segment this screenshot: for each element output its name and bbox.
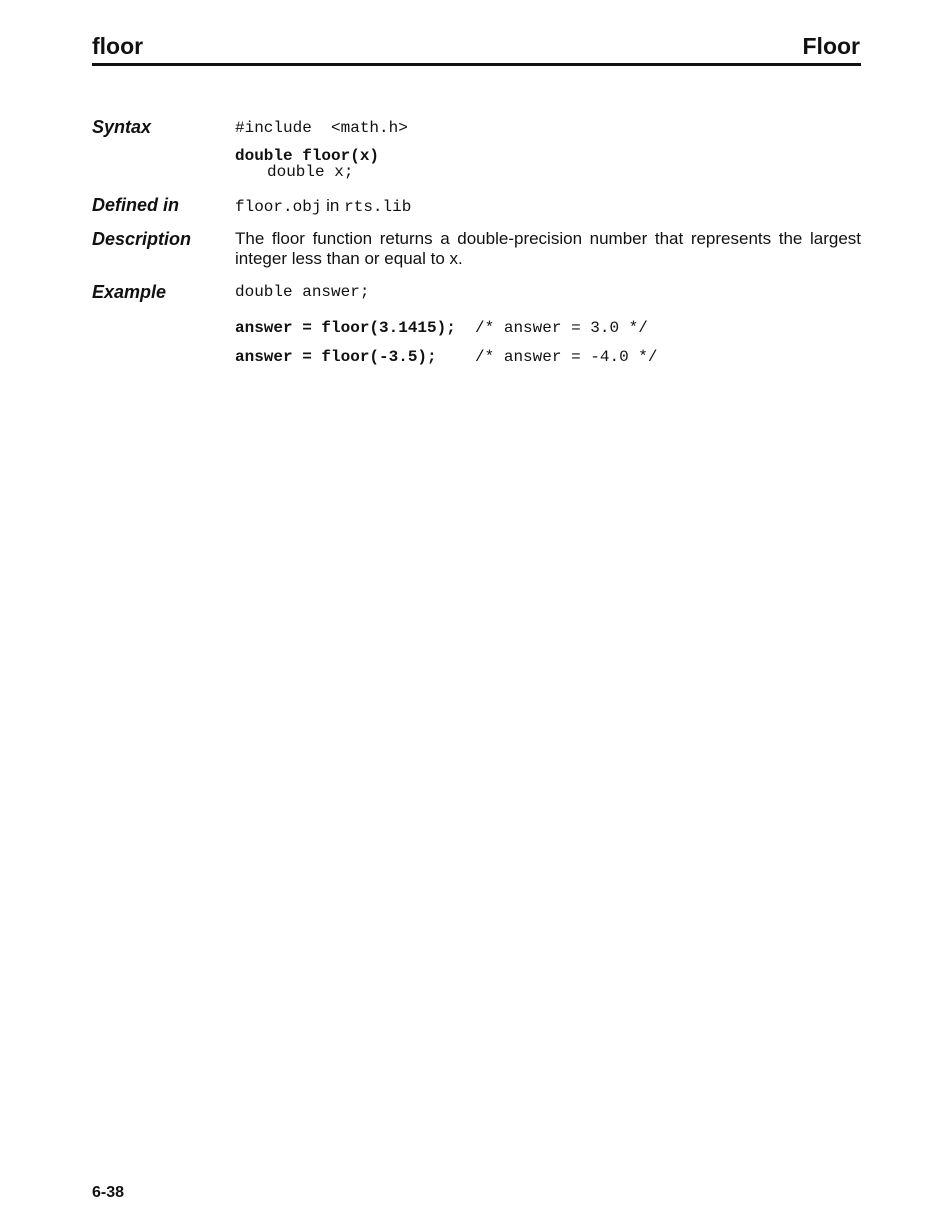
syntax-label: Syntax (92, 117, 152, 137)
example-comment-floor-negative: /* answer = -4.0 */ (436, 348, 658, 366)
page-header-left-title: floor (92, 33, 144, 59)
object-file-name: floor.obj (235, 198, 322, 216)
description-end: . (458, 249, 463, 268)
example-line-floor-positive (235, 319, 648, 337)
example-code-floor-negative: answer = floor(-3.5); (235, 348, 437, 366)
example-line-declaration: double answer; (235, 283, 370, 301)
defined-in-label: Defined in (92, 195, 180, 215)
syntax-declaration-line: double floor(x) (235, 147, 380, 165)
page-number: 6-38 (92, 1184, 125, 1201)
syntax-parameter-line: double x; (267, 163, 354, 181)
defined-in-line (235, 196, 411, 217)
description-text (235, 229, 861, 269)
syntax-include-line: #include <math.h> (235, 119, 408, 137)
defined-in-connector: in (321, 196, 345, 215)
library-name: rts.lib (344, 198, 412, 216)
example-code-floor-positive: answer = floor(3.1415); (235, 319, 456, 337)
example-line-floor-negative (235, 348, 657, 366)
description-body: The floor function returns a double-precision number that represents the largest integer less than or equal to (235, 229, 861, 268)
example-label: Example (92, 282, 167, 302)
description-label: Description (92, 229, 192, 249)
example-comment-floor-positive: /* answer = 3.0 */ (455, 319, 648, 337)
description-param: x (449, 249, 459, 268)
page-header-right-title: Floor (802, 33, 860, 59)
header-rule (92, 63, 861, 66)
